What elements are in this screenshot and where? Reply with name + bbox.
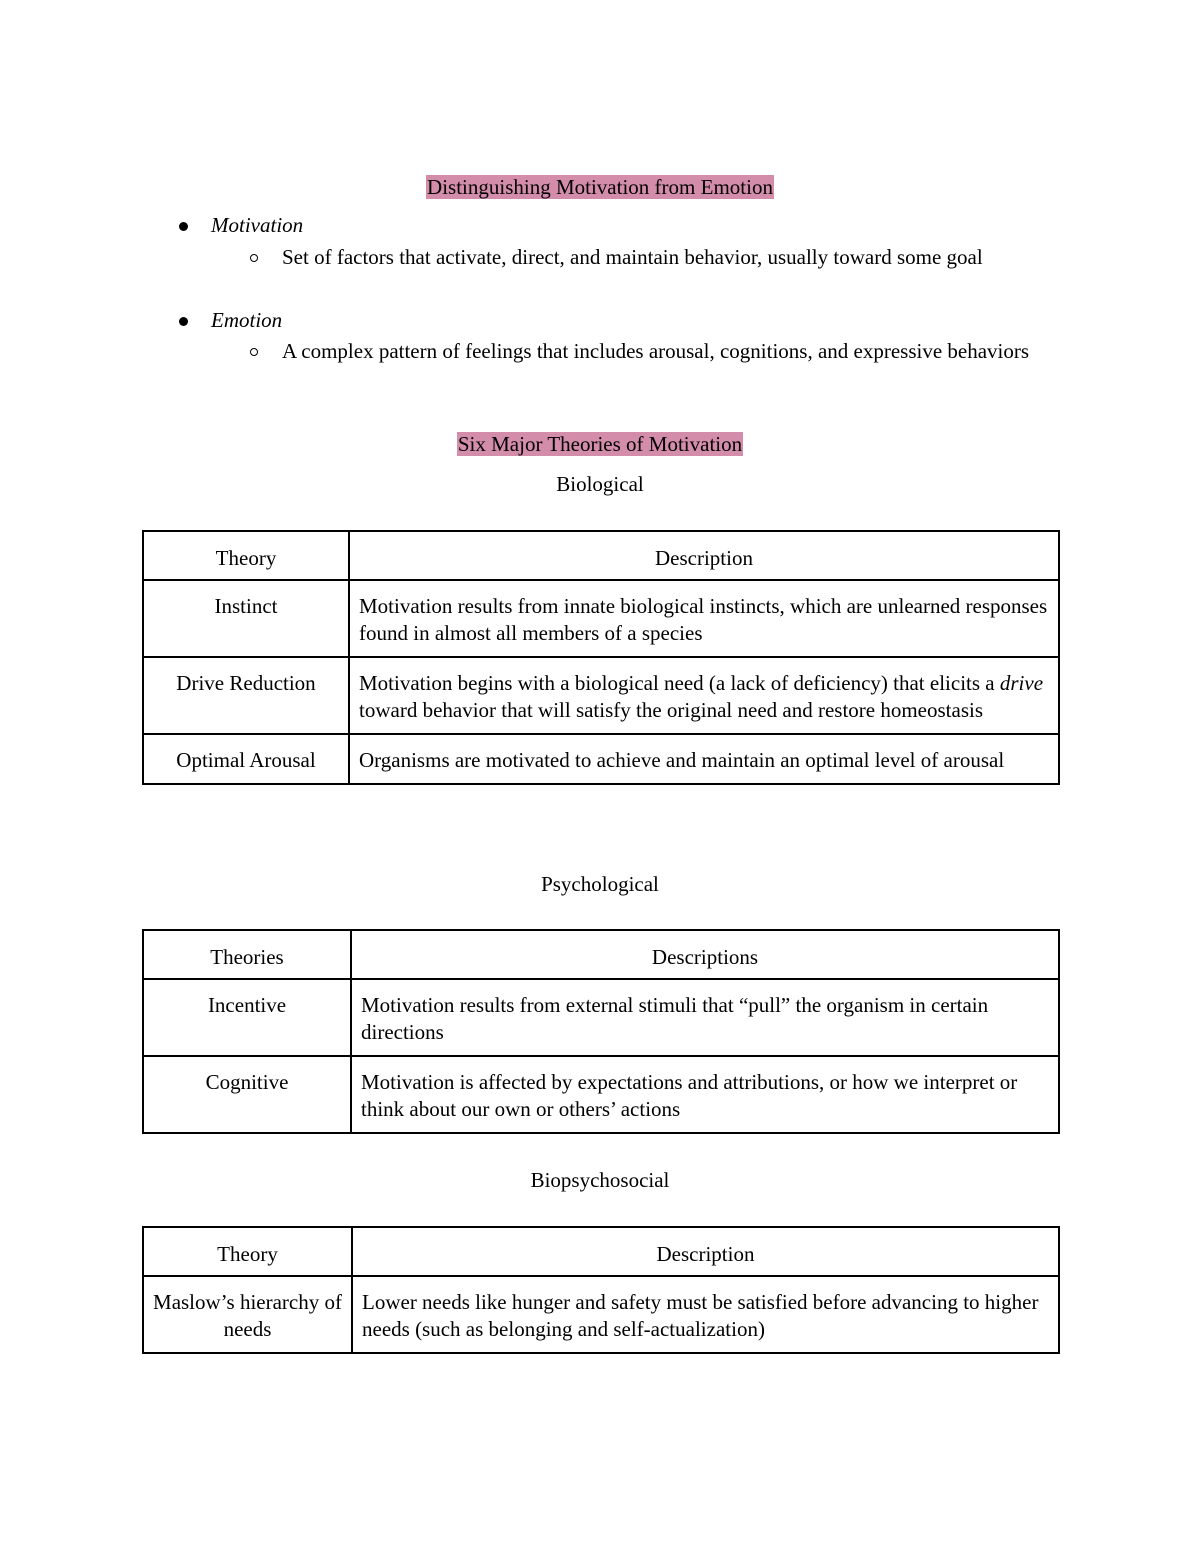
theory-name: Incentive	[143, 979, 351, 1056]
table-row	[143, 1276, 1059, 1353]
column-header-descriptions: Descriptions	[351, 930, 1059, 979]
bullet-disc-icon	[179, 222, 188, 231]
table-header-row	[143, 930, 1059, 979]
definition-motivation: Set of factors that activate, direct, and maintain behavior, usually toward some goal	[282, 245, 983, 269]
bullet-circle-icon	[250, 348, 258, 356]
table-row	[143, 580, 1059, 657]
table-row	[143, 734, 1059, 784]
table-biopsychosocial	[142, 1226, 1060, 1354]
table-row	[143, 979, 1059, 1056]
theory-name: Drive Reduction	[143, 657, 349, 734]
section-heading-motivation-emotion	[0, 173, 1200, 201]
theory-description: Motivation is affected by expectations and attributions, or how we interpret or think about our own or others’ actions	[351, 1056, 1059, 1133]
theory-description	[349, 657, 1059, 734]
table-row	[143, 657, 1059, 734]
theory-name: Maslow’s hierarchy of needs	[143, 1276, 352, 1353]
column-header-description: Description	[349, 531, 1059, 580]
column-header-description: Description	[352, 1227, 1059, 1276]
term-emotion: Emotion	[211, 308, 283, 332]
definition-emotion: A complex pattern of feelings that includes arousal, cognitions, and expressive behaviors	[282, 339, 1030, 363]
theory-description: Organisms are motivated to achieve and maintain an optimal level of arousal	[349, 734, 1059, 784]
category-biological: Biological	[556, 472, 644, 496]
description-text: toward behavior that will satisfy the original need and restore homeostasis	[359, 698, 984, 722]
theory-description: Motivation results from innate biological instincts, which are unlearned responses found in almost all members of a species	[349, 580, 1059, 657]
description-text: Motivation begins with a biological need (a lack of deficiency) that elicits a	[359, 671, 1000, 695]
category-psychological: Psychological	[541, 872, 659, 896]
theory-description: Lower needs like hunger and safety must be satisfied before advancing to higher needs (such as belonging and self-actualization)	[352, 1276, 1059, 1353]
table-header-row	[143, 1227, 1059, 1276]
section-heading-six-theories	[0, 430, 1200, 458]
heading-highlight: Six Major Theories of Motivation	[457, 432, 743, 456]
theory-description: Motivation results from external stimuli that “pull” the organism in certain directions	[351, 979, 1059, 1056]
column-header-theories: Theories	[143, 930, 351, 979]
table-header-row	[143, 531, 1059, 580]
table-row	[143, 1056, 1059, 1133]
bullet-disc-icon	[179, 317, 188, 326]
theory-name: Optimal Arousal	[143, 734, 349, 784]
table-psychological	[142, 929, 1060, 1134]
heading-highlight: Distinguishing Motivation from Emotion	[427, 175, 773, 199]
category-biopsychosocial: Biopsychosocial	[530, 1168, 670, 1192]
term-motivation: Motivation	[211, 213, 304, 237]
emphasis-drive: drive	[999, 671, 1044, 695]
table-biological	[142, 530, 1060, 785]
column-header-theory: Theory	[143, 1227, 352, 1276]
theory-name: Instinct	[143, 580, 349, 657]
theory-name: Cognitive	[143, 1056, 351, 1133]
bullet-circle-icon	[250, 254, 258, 262]
column-header-theory: Theory	[143, 531, 349, 580]
